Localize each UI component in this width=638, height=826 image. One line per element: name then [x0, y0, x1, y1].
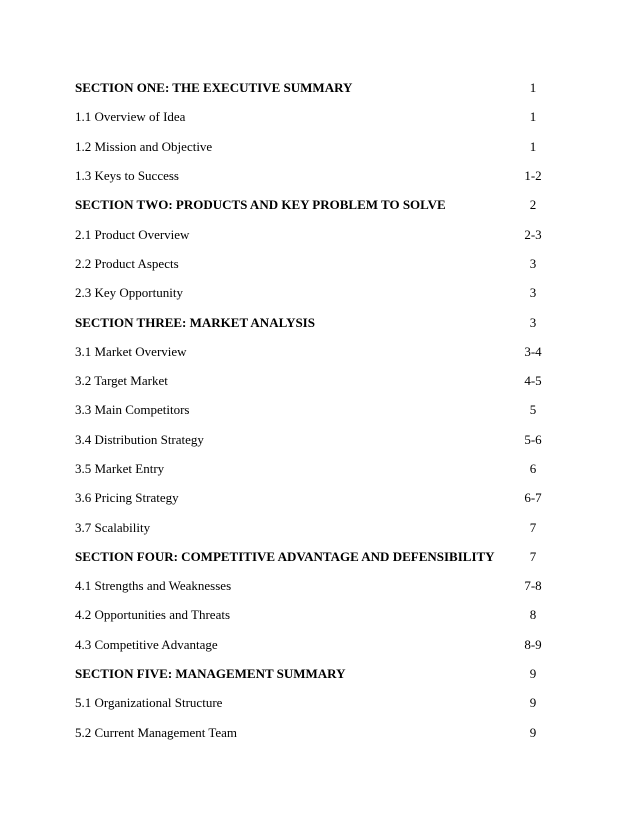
toc-entry-title: 4.3 Competitive Advantage	[75, 636, 218, 652]
toc-entry-title: 3.1 Market Overview	[75, 343, 187, 359]
toc-page-number: 6	[529, 461, 537, 476]
toc-entry-title: SECTION THREE: MARKET ANALYSIS	[75, 314, 315, 330]
toc-section-heading	[75, 73, 555, 102]
toc-page-number: 9	[529, 666, 537, 682]
toc-entry-title: 3.7 Scalability	[75, 519, 151, 535]
toc-entry-title: 2.2 Product Aspects	[75, 255, 179, 271]
toc-page-number: 5-6	[524, 431, 542, 447]
toc-entry-title: 5.2 Current Management Team	[75, 724, 238, 740]
toc-entry	[75, 600, 555, 629]
toc-entry	[75, 366, 555, 395]
toc-page-number: 7	[529, 548, 537, 564]
toc-entry-title: 3.3 Main Competitors	[75, 402, 190, 418]
toc-entry	[75, 454, 555, 483]
toc-entry-title: 3.4 Distribution Strategy	[75, 431, 204, 447]
toc-page-number: 4-5	[524, 373, 542, 389]
toc-entry	[75, 161, 555, 190]
toc-page-number: 3-4	[524, 343, 542, 359]
toc-page-number: 2-3	[524, 226, 542, 242]
toc-entry-title: 1.1 Overview of Idea	[75, 109, 186, 125]
toc-entry-title: 2.1 Product Overview	[75, 226, 190, 242]
toc-page-number: 1	[529, 80, 537, 96]
toc-entry	[75, 630, 555, 659]
toc-entry	[75, 571, 555, 600]
toc-page-number: 3	[529, 285, 537, 301]
toc-entry-title: 1.3 Keys to Success	[75, 168, 179, 184]
toc-page-number: 8-9	[524, 636, 542, 652]
toc-entry-title: 1.2 Mission and Objective	[75, 138, 213, 154]
toc-section-heading	[75, 542, 555, 571]
toc-entry	[75, 278, 555, 307]
toc-entry	[75, 249, 555, 278]
toc-page-number: 9	[529, 724, 537, 740]
toc-entry	[75, 337, 555, 366]
toc-page-number: 3	[529, 314, 537, 330]
toc-entry-title: 4.1 Strengths and Weaknesses	[75, 578, 232, 594]
toc-section-heading	[75, 307, 555, 336]
toc-entry-title: SECTION ONE: THE EXECUTIVE SUMMARY	[75, 80, 353, 96]
toc-page-number: 5	[529, 402, 537, 418]
toc-entry-title: 3.2 Target Market	[75, 373, 168, 389]
toc-page-number: 1	[529, 138, 537, 154]
toc-page-number: 9	[529, 695, 537, 711]
toc-entry-title: 5.1 Organizational Structure	[75, 695, 223, 711]
toc-page-number: 3	[529, 255, 537, 271]
toc-section-heading	[75, 659, 555, 688]
toc-entry-title: SECTION FIVE: MANAGEMENT SUMMARY	[75, 666, 346, 682]
toc-entry	[75, 688, 555, 717]
toc-entry	[75, 483, 555, 512]
toc-entry-title: SECTION FOUR: COMPETITIVE ADVANTAGE AND DEFENSIBILITY	[75, 548, 495, 564]
toc-entry	[75, 102, 555, 131]
toc-page-number: 1	[529, 109, 537, 125]
toc-entry	[75, 219, 555, 248]
toc-page-number: 8	[529, 607, 537, 623]
toc-entry	[75, 425, 555, 454]
toc-entry-title: 3.5 Market Entry	[75, 461, 165, 476]
toc-entry	[75, 718, 555, 747]
toc-entry-title: SECTION TWO: PRODUCTS AND KEY PROBLEM TO SOLVE	[75, 197, 446, 213]
toc-page-number: 2	[529, 197, 537, 213]
toc-page-number: 7-8	[524, 578, 542, 594]
toc-entry-title: 2.3 Key Opportunity	[75, 285, 183, 301]
toc-entry-title: 4.2 Opportunities and Threats	[75, 607, 231, 623]
table-of-contents	[75, 73, 555, 747]
toc-entry	[75, 132, 555, 161]
toc-page-number: 1-2	[524, 168, 542, 184]
toc-entry	[75, 512, 555, 541]
toc-section-heading	[75, 190, 555, 219]
toc-entry	[75, 395, 555, 424]
toc-page-number: 7	[529, 519, 537, 535]
toc-page-number: 6-7	[524, 490, 542, 506]
toc-entry-title: 3.6 Pricing Strategy	[75, 490, 179, 506]
